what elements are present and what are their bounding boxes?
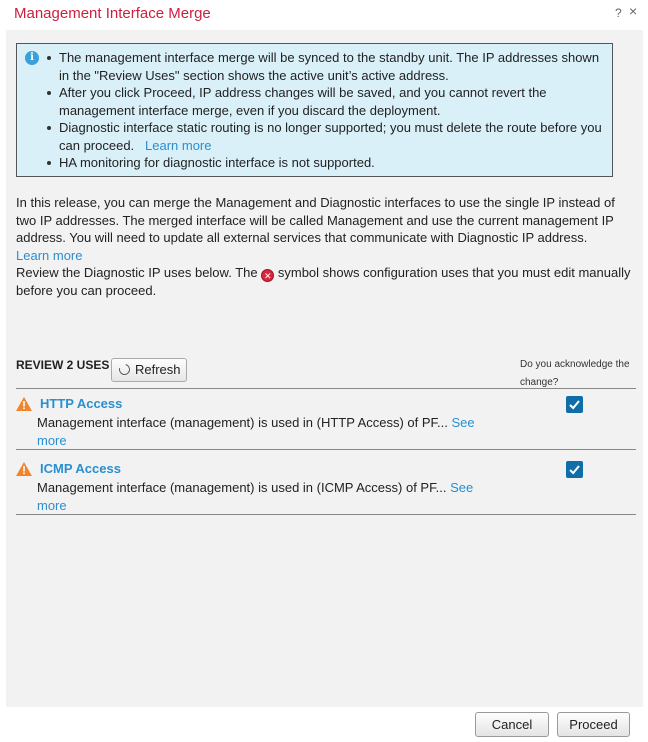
info-box <box>16 43 613 177</box>
acknowledge-column-header: Do you acknowledge the change? <box>520 359 630 388</box>
info-item: Diagnostic interface static routing is no longer supported; you must delete the route before you can proceed. Learn more <box>45 119 610 154</box>
info-list <box>45 49 610 172</box>
refresh-icon <box>117 362 132 377</box>
dialog-title: Management Interface Merge <box>14 5 211 22</box>
acknowledge-checkbox[interactable] <box>566 396 583 413</box>
use-title[interactable]: HTTP Access <box>40 396 123 411</box>
see-more-link[interactable]: See more <box>37 480 474 513</box>
help-icon[interactable]: ? <box>615 6 622 20</box>
divider <box>16 514 636 515</box>
info-item: The management interface merge will be synced to the standby unit. The IP addresses shown in the "Review Uses" section shows the active unit’s active address. <box>45 49 610 84</box>
close-icon[interactable]: × <box>629 3 638 19</box>
checkmark-icon <box>568 463 581 476</box>
description-text: In this release, you can merge the Management and Diagnostic interfaces to use the single IP instead of two IP addresses. The merged interface will be called Management and use the current management IP address. You will need to update all external services that communicate with Diagnostic IP address. <box>16 195 615 245</box>
divider <box>16 388 636 389</box>
error-icon: ✕ <box>261 269 274 282</box>
use-title[interactable]: ICMP Access <box>40 461 121 476</box>
use-description: Management interface (management) is used in (ICMP Access) of PF... See more <box>37 480 474 513</box>
dialog-titlebar <box>0 0 648 30</box>
warning-icon <box>16 397 32 411</box>
proceed-button[interactable]: Proceed <box>557 712 630 737</box>
info-learn-more-link[interactable]: Learn more <box>145 137 212 153</box>
dialog-body <box>6 30 643 707</box>
review-uses-header: REVIEW 2 USES <box>16 358 110 372</box>
review-instructions: Review the Diagnostic IP uses below. The ✕ symbol shows configuration uses that you must edit manually before you can proceed. <box>16 265 631 298</box>
refresh-button[interactable]: Refresh <box>111 358 187 382</box>
cancel-button[interactable]: Cancel <box>475 712 549 737</box>
acknowledge-checkbox[interactable] <box>566 461 583 478</box>
description-learn-more-link[interactable]: Learn more <box>16 247 83 263</box>
warning-icon <box>16 462 32 476</box>
use-description: Management interface (management) is used in (HTTP Access) of PF... See more <box>37 415 475 448</box>
info-item: HA monitoring for diagnostic interface is not supported. <box>45 154 610 172</box>
info-item: After you click Proceed, IP address changes will be saved, and you cannot revert the management interface merge, even if you discard the deployment. <box>45 84 610 119</box>
divider <box>16 449 636 450</box>
see-more-link[interactable]: See more <box>37 415 475 448</box>
info-icon: i <box>25 51 39 65</box>
checkmark-icon <box>568 398 581 411</box>
description <box>16 194 632 300</box>
